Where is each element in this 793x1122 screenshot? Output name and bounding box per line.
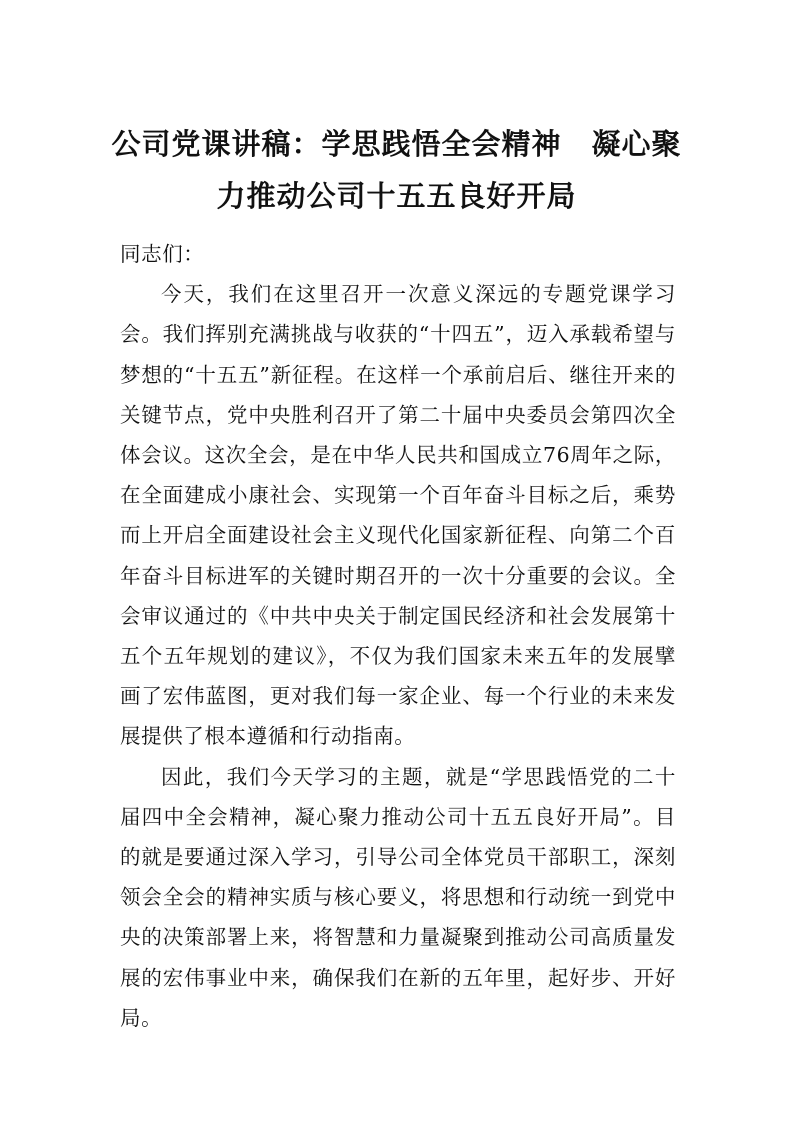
paragraph-2: 因此，我们今天学习的主题，就是“学思践悟党的二十届四中全会精神，凝心聚力推动公司十五五良好开局”。目的就是要通过深入学习，引导公司全体党员干部职工，深刻领会全会的精神实质与核心要义，将思想和行动统一到党中央的决策部署上来，将智慧和力量凝聚到推动公司高质量发展的宏伟事业中来，确保我们在新的五年里，起好步、开好局。 [120,764,676,1030]
salutation: 同志们： [120,242,205,266]
document-body [120,234,676,1038]
paragraph-1: 今天，我们在这里召开一次意义深远的专题党课学习会。我们挥别充满挑战与收获的“十四五”，迈入承载希望与梦想的“十五五”新征程。在这样一个承前启后、继往开来的关键节点，党中央胜利召开了第二十届中央委员会第四次全体会议。这次全会，是在中华人民共和国成立76周年之际，在全面建成小康社会、实现第一个百年奋斗目标之后，乘势而上开启全面建设社会主义现代化国家新征程、向第二个百年奋斗目标进军的关键时期召开的一次十分重要的会议。全会审议通过的《中共中央关于制定国民经济和社会发展第十五个五年规划的建议》，不仅为我们国家未来五年的发展擘画了宏伟蓝图，更对我们每一家企业、每一个行业的未来发展提供了根本遵循和行动指南。 [120,282,676,749]
title-line-1: 公司党课讲稿：学思践悟全会精神 凝心聚 [111,127,682,161]
title-line-2: 力推动公司十五五良好开局 [216,179,577,213]
document-title [110,118,683,222]
